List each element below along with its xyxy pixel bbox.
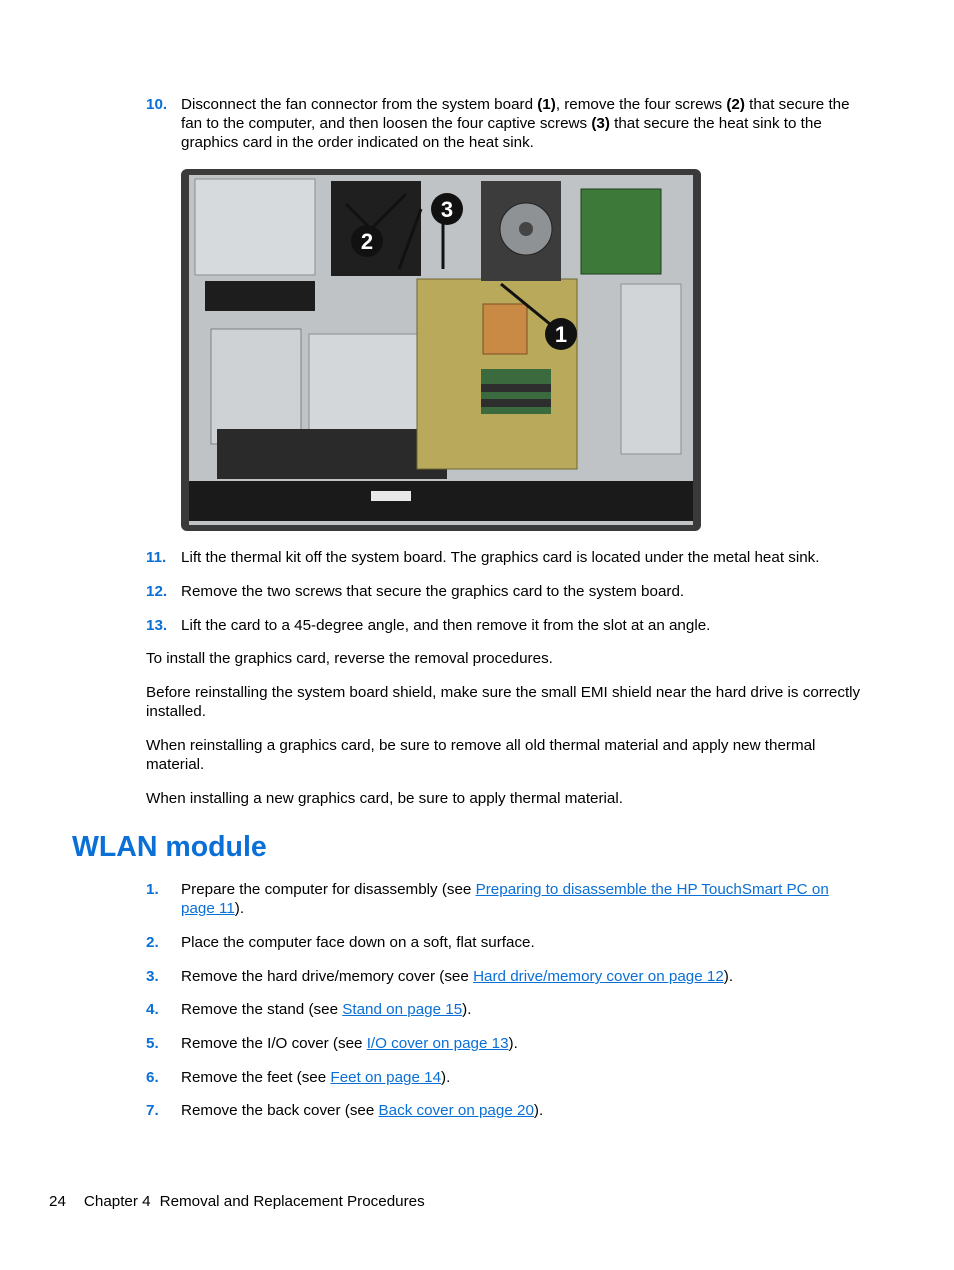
step-number: 5. — [146, 1035, 159, 1052]
chapter-title: Removal and Replacement Procedures — [159, 1193, 425, 1210]
step-text: Remove the I/O cover (see I/O cover on page 13). — [181, 1035, 518, 1052]
step-number: 7. — [146, 1102, 159, 1119]
step-number: 1. — [146, 881, 159, 898]
paragraph: To install the graphics card, reverse the removal procedures. — [146, 650, 553, 667]
step-text: Prepare the computer for disassembly (see Preparing to disassemble the HP TouchSmart PC on page 11). — [181, 881, 829, 917]
step-text: Remove the feet (see Feet on page 14). — [181, 1069, 451, 1086]
step-text: Remove the hard drive/memory cover (see Hard drive/memory cover on page 12). — [181, 968, 734, 985]
step-number: 10. — [146, 96, 168, 113]
step-11 — [146, 548, 866, 567]
paragraph: Before reinstalling the system board shield, make sure the small EMI shield near the hard drive is correctly installed. — [146, 684, 861, 720]
step-text: Place the computer face down on a soft, flat surface. — [181, 934, 535, 951]
wlan-step-6 — [146, 1068, 866, 1087]
link-back-cover[interactable]: Back cover on page 20 — [378, 1102, 534, 1119]
step-number: 13. — [146, 617, 168, 634]
link-io-cover[interactable]: I/O cover on page 13 — [366, 1035, 509, 1052]
link-stand[interactable]: Stand on page 15 — [342, 1001, 463, 1018]
page-footer — [49, 1192, 443, 1211]
chapter-label: Chapter 4 — [83, 1193, 151, 1210]
wlan-step-4 — [146, 1000, 866, 1019]
step-number: 11. — [146, 549, 167, 566]
section-title: WLAN module — [72, 831, 267, 863]
step-number: 6. — [146, 1069, 159, 1086]
svg-text:1: 1 — [554, 322, 568, 347]
step-text: Lift the thermal kit off the system board. The graphics card is located under the metal heat sink. — [181, 549, 820, 566]
wlan-step-2 — [146, 933, 866, 952]
page-number: 24 — [49, 1193, 66, 1210]
step-number: 2. — [146, 934, 159, 951]
step-number: 12. — [146, 583, 168, 600]
svg-text:3: 3 — [440, 197, 454, 222]
step-text: Remove the stand (see Stand on page 15). — [181, 1001, 472, 1018]
step-number: 3. — [146, 968, 159, 985]
step-12 — [146, 582, 866, 601]
link-hard-drive-memory-cover[interactable]: Hard drive/memory cover on page 12 — [473, 968, 724, 985]
step-text: Lift the card to a 45-degree angle, and then remove it from the slot at an angle. — [181, 617, 711, 634]
link-preparing-to-disassemble[interactable]: Preparing to disassemble the HP TouchSmart PC on page 11 — [181, 881, 829, 917]
step-text: Remove the back cover (see Back cover on page 20). — [181, 1102, 544, 1119]
step-text: Disconnect the fan connector from the system board (1), remove the four screws (2) that secure the fan to the computer, and then loosen the four captive screws (3) that secure the heat sink to the graphics card in the order indicated on the heat sink. — [181, 96, 850, 151]
wlan-step-1 — [146, 880, 866, 918]
callout-1 — [545, 318, 577, 350]
step-text: Remove the two screws that secure the graphics card to the system board. — [181, 583, 685, 600]
link-feet[interactable]: Feet on page 14 — [330, 1069, 442, 1086]
step-10 — [146, 95, 866, 152]
wlan-step-7 — [146, 1101, 866, 1120]
paragraph: When reinstalling a graphics card, be sure to remove all old thermal material and apply new thermal material. — [146, 737, 816, 773]
svg-text:2: 2 — [360, 229, 374, 254]
step-13 — [146, 616, 866, 635]
wlan-step-3 — [146, 967, 866, 986]
system-board-photo — [181, 169, 701, 531]
paragraph: When installing a new graphics card, be sure to apply thermal material. — [146, 790, 623, 807]
callout-3 — [431, 193, 463, 225]
callout-2 — [351, 225, 383, 257]
wlan-step-5 — [146, 1034, 866, 1053]
step-number: 4. — [146, 1001, 159, 1018]
